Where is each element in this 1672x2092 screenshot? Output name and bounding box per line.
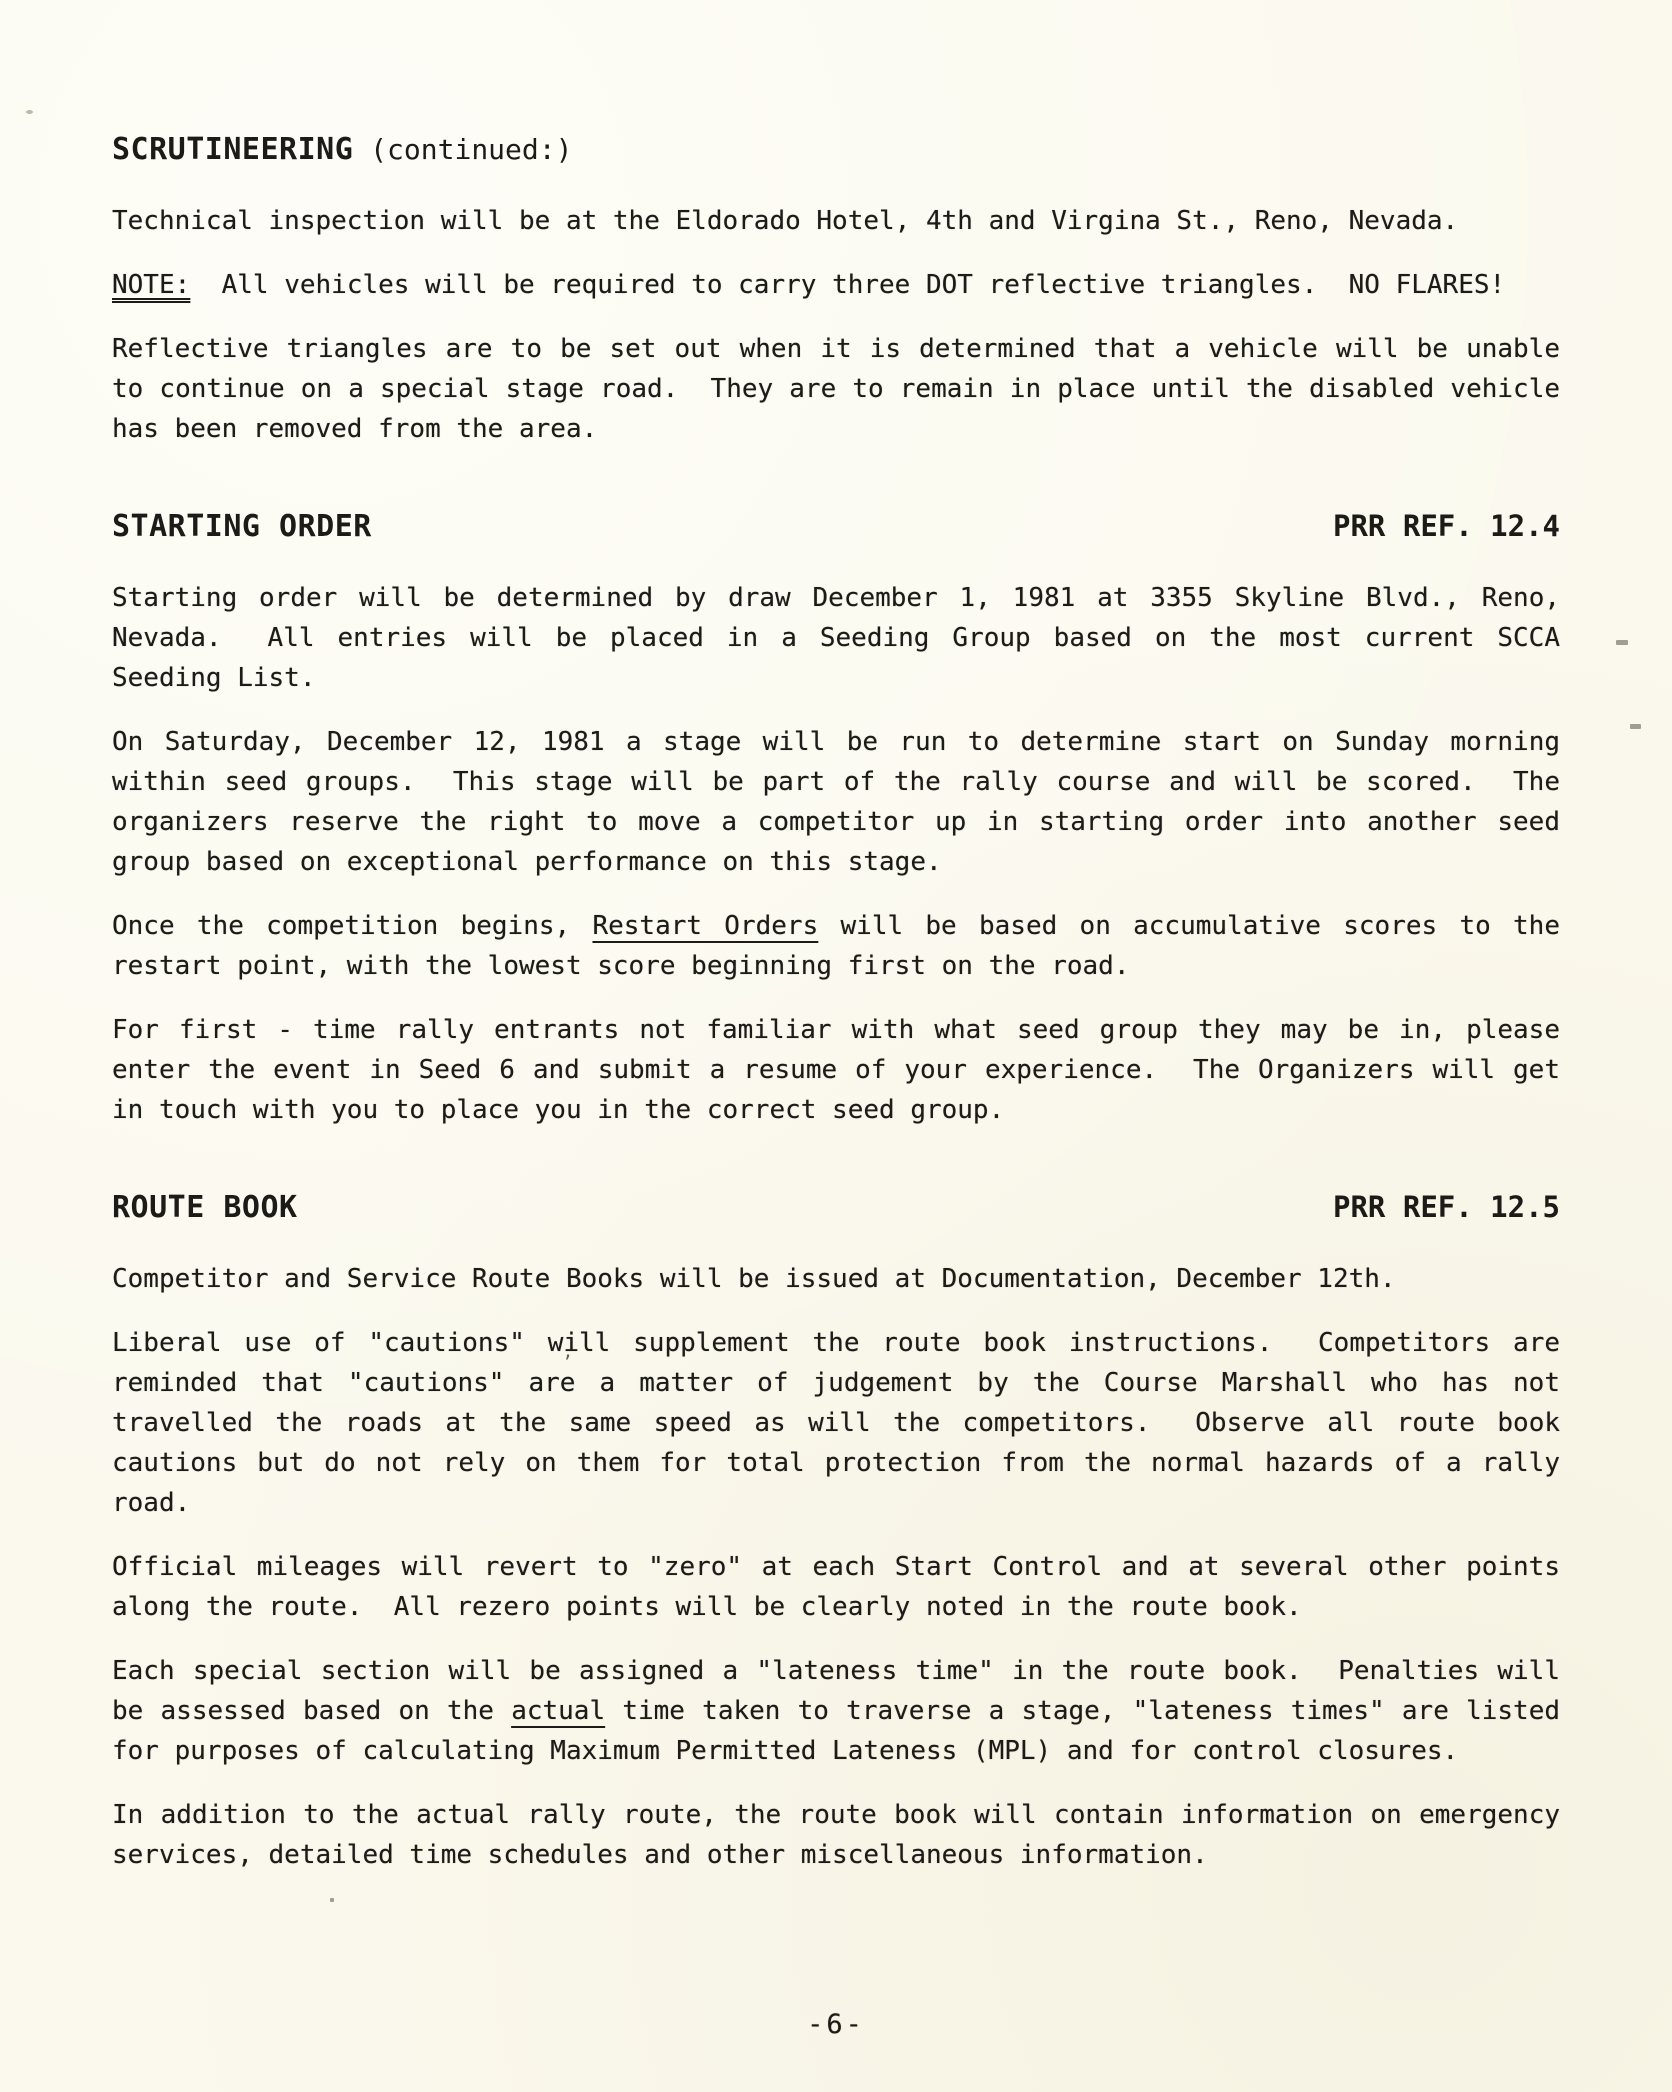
paragraph	[112, 722, 1576, 882]
prr-reference: PRR REF. 12.4	[1333, 509, 1560, 543]
scan-speck	[330, 1898, 334, 1902]
section-heading	[112, 509, 372, 544]
text-run: For first - time rally entrants not familiar with what seed group they may be in, please enter the event in Seed 6 and submit a resume of your experience. The Organizers will get in touch with you to place you in the correct seed group.	[112, 1015, 1576, 1125]
section-header	[112, 132, 1560, 167]
section-header	[112, 509, 1560, 544]
underlined-text: NOTE:	[112, 270, 191, 300]
section-heading	[112, 1190, 298, 1225]
text-run: Competitor and Service Route Books will be issued at Documentation, December 12th.	[112, 1264, 1396, 1294]
text-run: Official mileages will revert to "zero" at each Start Control and at several other points along the route. All rezero points will be clearly noted in the route book.	[112, 1552, 1576, 1622]
text-run: In addition to the actual rally route, the route book will contain information on emergency services, detailed time schedules and other miscellaneous information.	[112, 1800, 1576, 1870]
underlined-text: actual	[511, 1696, 606, 1726]
text-run: Starting order will be determined by draw December 1, 1981 at 3355 Skyline Blvd., Reno, Nevada. All entries will be placed in a Seeding Group based on the most current SCCA Seeding List.	[112, 583, 1576, 693]
paragraph	[112, 201, 1560, 241]
paragraph	[112, 1651, 1576, 1771]
section-title-text: STARTING ORDER	[112, 509, 372, 544]
text-run: Once the competition begins,	[112, 911, 593, 941]
underlined-text: Restart Orders	[592, 911, 819, 941]
text-run: Liberal use of "cautions" will supplement the route book instructions. Competitors are reminded that "cautions" are a matter of judgement by the Course Marshall who has not travelled the roads at the same speed as will the competitors. Observe all route book cautions but do not rely on them for total protection from the normal hazards of a rally road.	[112, 1328, 1576, 1518]
scan-speck	[1616, 640, 1628, 645]
section	[112, 132, 1576, 449]
text-run: On Saturday, December 12, 1981 a stage will be run to determine start on Sunday morning within seed groups. This stage will be part of the rally course and will be scored. The organizers reserve the right to move a competitor up in starting order into another seed group based on exceptional performance on this stage.	[112, 727, 1576, 877]
section-continued-note: (continued:)	[353, 133, 573, 166]
paragraph	[112, 906, 1576, 986]
section-header	[112, 1190, 1560, 1225]
paragraph	[112, 1010, 1576, 1130]
paragraph	[112, 1795, 1576, 1875]
paragraph	[112, 1323, 1576, 1523]
prr-reference: PRR REF. 12.5	[1333, 1190, 1560, 1224]
paragraph	[112, 265, 1560, 305]
text-run: All vehicles will be required to carry three DOT reflective triangles. NO FLARES!	[190, 270, 1506, 300]
scan-speck	[26, 110, 33, 114]
scan-speck: ’	[562, 1352, 573, 1373]
section	[112, 509, 1576, 1130]
text-run: will be based on accumulative scores to the restart point, with the lowest score beginning first on the road.	[112, 911, 1576, 981]
section-title-text: ROUTE BOOK	[112, 1190, 298, 1225]
paragraph	[112, 578, 1576, 698]
text-run: time taken to traverse a stage, "lateness times" are listed for purposes of calculating Maximum Permitted Lateness (MPL) and for control closures.	[112, 1696, 1576, 1766]
paragraph	[112, 1259, 1560, 1299]
text-run: Each special section will be assigned a "lateness time" in the route book. Penalties will be assessed based on the	[112, 1656, 1576, 1726]
paragraph	[112, 329, 1576, 449]
section	[112, 1190, 1576, 1875]
section-heading	[112, 132, 572, 167]
page-number: -6-	[807, 2009, 865, 2040]
section-title-text: SCRUTINEERING	[112, 132, 354, 167]
paragraph	[112, 1547, 1576, 1627]
text-run: Technical inspection will be at the Eldorado Hotel, 4th and Virgina St., Reno, Nevada.	[112, 206, 1459, 236]
scan-speck	[1630, 724, 1641, 729]
text-run: Reflective triangles are to be set out when it is determined that a vehicle will be unable to continue on a special stage road. They are to remain in place until the disabled vehicle has been removed from the area.	[112, 334, 1576, 444]
